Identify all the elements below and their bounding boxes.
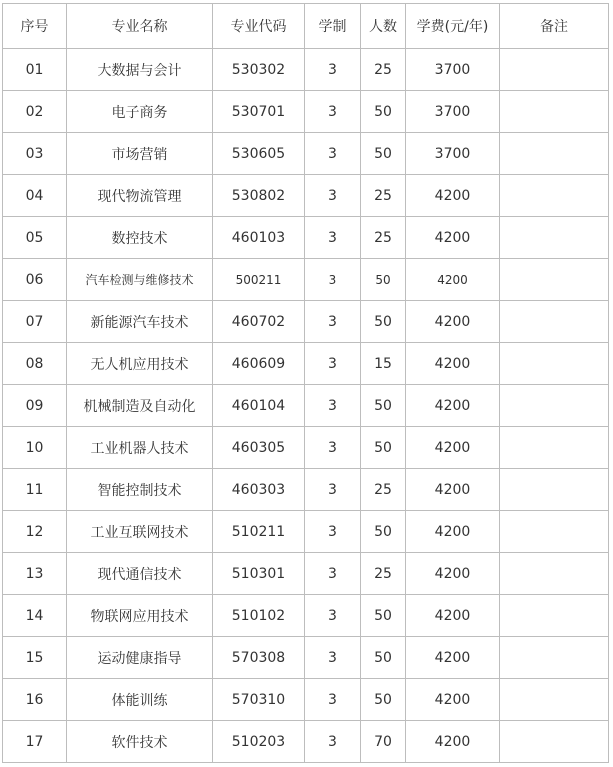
table-row (3, 511, 609, 553)
header-name: 专业名称 (67, 4, 213, 49)
cell-note (500, 91, 609, 133)
cell-fee: 4200 (406, 301, 500, 343)
cell-count: 70 (361, 721, 406, 763)
cell-major-code: 460303 (213, 469, 305, 511)
cell-major-code: 530605 (213, 133, 305, 175)
table-row (3, 679, 609, 721)
cell-seq: 11 (3, 469, 67, 511)
cell-major-code: 510211 (213, 511, 305, 553)
header-count: 人数 (361, 4, 406, 49)
cell-seq: 09 (3, 385, 67, 427)
cell-major-code: 510301 (213, 553, 305, 595)
header-years: 学制 (305, 4, 361, 49)
cell-years: 3 (305, 301, 361, 343)
cell-fee: 3700 (406, 91, 500, 133)
cell-years: 3 (305, 91, 361, 133)
cell-years: 3 (305, 49, 361, 91)
cell-fee: 4200 (406, 637, 500, 679)
cell-major-code: 510102 (213, 595, 305, 637)
cell-fee: 4200 (406, 595, 500, 637)
cell-years: 3 (305, 469, 361, 511)
table-row (3, 469, 609, 511)
cell-years: 3 (305, 637, 361, 679)
cell-note (500, 217, 609, 259)
cell-fee: 4200 (406, 427, 500, 469)
cell-seq: 10 (3, 427, 67, 469)
cell-major-code: 460609 (213, 343, 305, 385)
cell-seq: 07 (3, 301, 67, 343)
cell-note (500, 301, 609, 343)
cell-count: 25 (361, 49, 406, 91)
cell-fee: 4200 (406, 217, 500, 259)
cell-count: 25 (361, 217, 406, 259)
cell-note (500, 49, 609, 91)
cell-fee: 4200 (406, 553, 500, 595)
cell-seq: 08 (3, 343, 67, 385)
header-note: 备注 (500, 4, 609, 49)
cell-count: 25 (361, 175, 406, 217)
cell-major-name: 工业机器人技术 (67, 427, 213, 469)
cell-major-code: 460104 (213, 385, 305, 427)
cell-major-code: 570310 (213, 679, 305, 721)
cell-years: 3 (305, 385, 361, 427)
table-row (3, 133, 609, 175)
cell-major-code: 530701 (213, 91, 305, 133)
cell-years: 3 (305, 595, 361, 637)
cell-fee: 4200 (406, 343, 500, 385)
cell-count: 50 (361, 595, 406, 637)
table-row (3, 343, 609, 385)
cell-major-name: 运动健康指导 (67, 637, 213, 679)
table-row (3, 49, 609, 91)
table-row (3, 637, 609, 679)
cell-major-name: 现代物流管理 (67, 175, 213, 217)
cell-major-name: 电子商务 (67, 91, 213, 133)
cell-major-name: 物联网应用技术 (67, 595, 213, 637)
cell-seq: 16 (3, 679, 67, 721)
cell-note (500, 133, 609, 175)
cell-note (500, 259, 609, 301)
cell-count: 50 (361, 301, 406, 343)
table-row (3, 553, 609, 595)
table-row (3, 427, 609, 469)
cell-fee: 3700 (406, 49, 500, 91)
cell-count: 50 (361, 133, 406, 175)
cell-seq: 15 (3, 637, 67, 679)
table-row (3, 721, 609, 763)
cell-note (500, 175, 609, 217)
cell-seq: 12 (3, 511, 67, 553)
cell-seq: 01 (3, 49, 67, 91)
header-fee: 学费(元/年) (406, 4, 500, 49)
cell-fee: 4200 (406, 175, 500, 217)
cell-note (500, 679, 609, 721)
cell-years: 3 (305, 175, 361, 217)
cell-major-code: 530802 (213, 175, 305, 217)
cell-seq: 04 (3, 175, 67, 217)
cell-note (500, 595, 609, 637)
cell-seq: 14 (3, 595, 67, 637)
cell-years: 3 (305, 679, 361, 721)
cell-years: 3 (305, 721, 361, 763)
cell-count: 25 (361, 469, 406, 511)
cell-seq: 02 (3, 91, 67, 133)
cell-count: 50 (361, 637, 406, 679)
header-code: 专业代码 (213, 4, 305, 49)
cell-years: 3 (305, 217, 361, 259)
cell-note (500, 469, 609, 511)
cell-count: 50 (361, 427, 406, 469)
header-seq: 序号 (3, 4, 67, 49)
cell-major-code: 460305 (213, 427, 305, 469)
cell-note (500, 511, 609, 553)
cell-major-name: 软件技术 (67, 721, 213, 763)
cell-fee: 4200 (406, 385, 500, 427)
cell-count: 25 (361, 553, 406, 595)
cell-count: 50 (361, 91, 406, 133)
cell-seq: 13 (3, 553, 67, 595)
cell-major-code: 530302 (213, 49, 305, 91)
table-row (3, 385, 609, 427)
cell-years: 3 (305, 133, 361, 175)
cell-note (500, 553, 609, 595)
cell-major-name: 现代通信技术 (67, 553, 213, 595)
cell-seq: 17 (3, 721, 67, 763)
cell-major-code: 500211 (213, 259, 305, 301)
cell-fee: 3700 (406, 133, 500, 175)
table-row (3, 595, 609, 637)
cell-years: 3 (305, 427, 361, 469)
cell-note (500, 427, 609, 469)
cell-count: 50 (361, 511, 406, 553)
cell-major-code: 570308 (213, 637, 305, 679)
table-row (3, 259, 609, 301)
table-body (3, 49, 609, 763)
cell-major-name: 市场营销 (67, 133, 213, 175)
cell-major-name: 工业互联网技术 (67, 511, 213, 553)
cell-major-name: 汽车检测与维修技术 (67, 259, 213, 301)
cell-count: 50 (361, 679, 406, 721)
cell-years: 3 (305, 511, 361, 553)
table-row (3, 175, 609, 217)
cell-seq: 05 (3, 217, 67, 259)
cell-years: 3 (305, 343, 361, 385)
cell-major-code: 460702 (213, 301, 305, 343)
cell-fee: 4200 (406, 469, 500, 511)
majors-table (2, 3, 609, 763)
table-row (3, 91, 609, 133)
cell-major-code: 510203 (213, 721, 305, 763)
cell-major-name: 大数据与会计 (67, 49, 213, 91)
cell-major-name: 智能控制技术 (67, 469, 213, 511)
cell-note (500, 343, 609, 385)
table-row (3, 217, 609, 259)
cell-note (500, 385, 609, 427)
cell-count: 50 (361, 259, 406, 301)
table-header (3, 4, 609, 49)
cell-note (500, 637, 609, 679)
cell-major-name: 新能源汽车技术 (67, 301, 213, 343)
cell-note (500, 721, 609, 763)
cell-count: 50 (361, 385, 406, 427)
cell-count: 15 (361, 343, 406, 385)
cell-major-name: 机械制造及自动化 (67, 385, 213, 427)
cell-seq: 06 (3, 259, 67, 301)
header-row (3, 4, 609, 49)
cell-major-name: 体能训练 (67, 679, 213, 721)
cell-major-name: 无人机应用技术 (67, 343, 213, 385)
table-row (3, 301, 609, 343)
cell-fee: 4200 (406, 259, 500, 301)
cell-major-name: 数控技术 (67, 217, 213, 259)
cell-fee: 4200 (406, 721, 500, 763)
cell-years: 3 (305, 259, 361, 301)
cell-major-code: 460103 (213, 217, 305, 259)
cell-fee: 4200 (406, 511, 500, 553)
cell-years: 3 (305, 553, 361, 595)
cell-fee: 4200 (406, 679, 500, 721)
cell-seq: 03 (3, 133, 67, 175)
